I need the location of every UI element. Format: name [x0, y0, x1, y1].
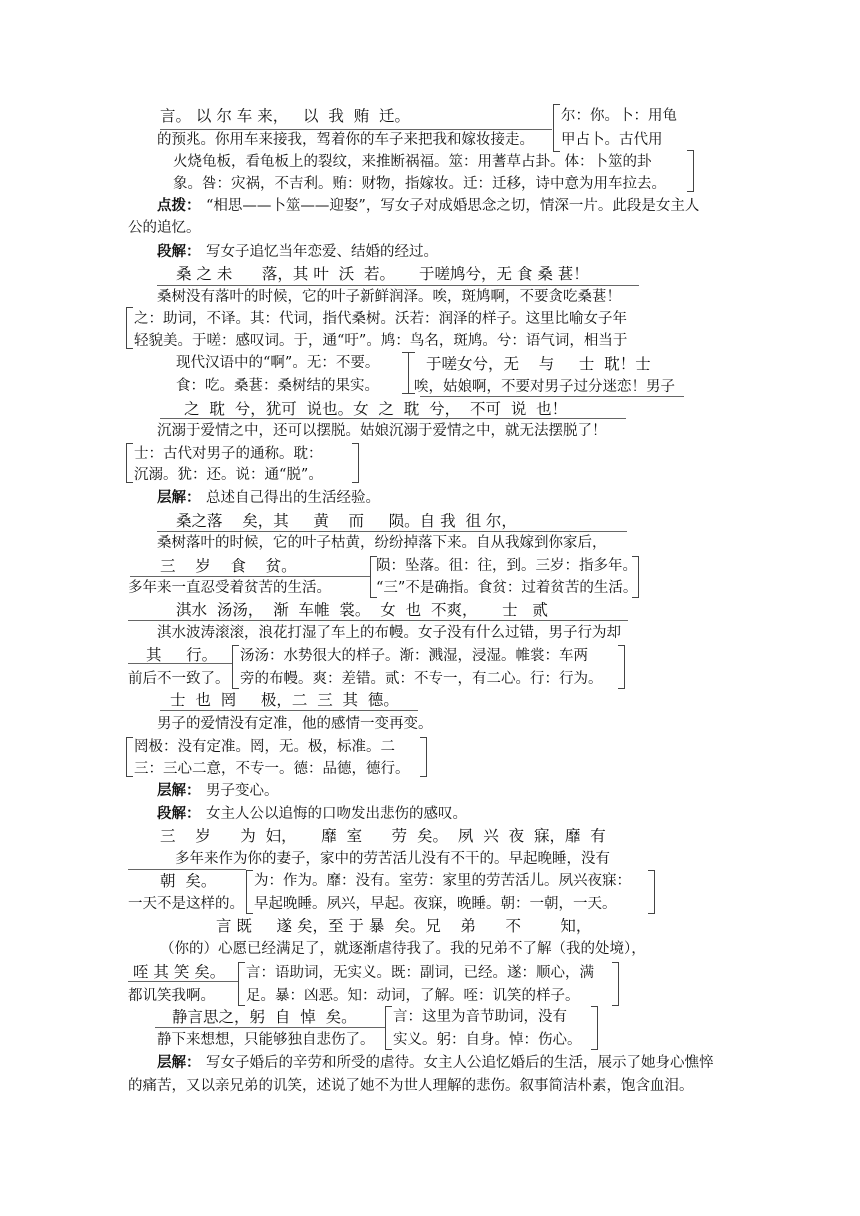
poem-line: 士 也 罔 极，二 三 其 德。 [170, 691, 399, 709]
translation-text: 多年来作为你的妻子，家中的劳苦活儿没有不干的。早起晚睡，没有 [175, 851, 610, 867]
text-underline [128, 869, 246, 870]
section-label: 段解： [157, 805, 201, 822]
note-text: 火烧龟板，看龟板上的裂纹，来推断祸福。筮：用蓍草占卦。体：卜筮的卦 [173, 154, 652, 170]
translation-text: 一天不是这样的。 [128, 896, 244, 912]
translation-text: 多年来一直忍受着贫苦的生活。 [128, 580, 331, 596]
note-text: 汤汤：水势很大的样子。渐：溅湿，浸湿。帷裳：车两 [240, 648, 588, 664]
translation-text: 静下来想想，只能够独自悲伤了。 [157, 1032, 375, 1048]
note-text: 甲占卜。古代用 [561, 132, 663, 148]
translation-text: （你的）心愿已经满足了，就逐渐虐待我了。我的兄弟不了解（我的处境）， [160, 941, 646, 957]
note-text: 旁的布幔。爽：差错。贰：不专一，有二心。行：行为。 [240, 671, 603, 687]
poem-line: 桑之落 矣，其 黄 而 陨。自 我 徂 尔， [176, 512, 517, 530]
layer-text: 男子变心。 [206, 783, 279, 799]
text-underline [128, 620, 628, 621]
note-bracket-right [352, 443, 359, 483]
note-bracket-left [246, 870, 253, 914]
note-bracket-right [612, 962, 619, 1006]
section-text: 女主人公以追悔的口吻发出悲伤的感叹。 [206, 806, 467, 822]
note-text: 实义。躬：自身。悼：伤心。 [393, 1032, 582, 1048]
translation-text: 都讥笑我啊。 [128, 988, 215, 1004]
note-text: 为：作为。靡：没有。室劳：家里的劳苦活儿。夙兴夜寐： [254, 873, 631, 889]
note-text: 言：这里为音节助词，没有 [393, 1009, 567, 1025]
note-bracket-left [126, 443, 133, 483]
note-text: 食：吃。桑葚：桑树结的果实。 [176, 378, 379, 394]
note-text: “三”不是确指。食贫：过着贫苦的生活。 [376, 580, 638, 596]
layer-label: 层解： [157, 1054, 201, 1071]
note-bracket-left [126, 307, 133, 349]
note-bracket-left [126, 737, 133, 777]
note-bracket-right [591, 1006, 598, 1050]
layer-text: 写女子婚后的辛劳和所受的虐待。女主人公追忆婚后的生活，展示了她身心憔悴 [206, 1055, 714, 1071]
note-text: 三：三心二意，不专一。德：品德，德行。 [134, 761, 410, 777]
poem-line: 三 岁 为 妇， 靡 室 劳 矣。 夙 兴 夜 寐，靡 有 [160, 827, 606, 845]
poem-line: 言 既 遂 矣，至 于 暴 矣。兄 弟 不 知， [216, 917, 592, 935]
translation-text: 桑树没有落叶的时候，它的叶子新鲜润泽。唉，斑鸠啊，不要贪吃桑葚！ [157, 289, 621, 305]
poem-line: 咥 其 笑 矣。 [133, 963, 226, 981]
layer-label: 层解： [157, 782, 201, 799]
note-text: 轻貌美。于嗟：感叹词。于，通“吁”。鸠：鸟名，斑鸠。兮：语气词，相当于 [134, 333, 628, 349]
translation-text: 前后不一致了。 [128, 671, 230, 687]
poem-line: 桑 之 未 落，其 叶 沃 若。 [176, 265, 396, 283]
poem-line: 其 行。 [146, 646, 218, 664]
layer-text: 总述自己得出的生活经验。 [206, 490, 380, 506]
poem-line: 言。 以 尔 车 来， 以 我 贿 迁。 [160, 107, 411, 125]
layer-label: 层解： [157, 489, 201, 506]
note-text: 之：助词，不译。其：代词，指代桑树。沃若：润泽的样子。这里比喻女子年 [134, 311, 627, 327]
note-bracket-left [232, 645, 239, 689]
poem-line: 静言思之，躬 自 悼 矣。 [172, 1008, 357, 1026]
note-text: 足。暴：凶恶。知：动词，了解。咥：讥笑的样子。 [246, 988, 580, 1004]
note-bracket-left [238, 962, 245, 1006]
translation-text: 唉，姑娘啊，不要对男子过分迷恋！男子 [414, 379, 675, 395]
section-label: 段解： [157, 243, 201, 260]
note-text: 尔：你。卜：用龟 [561, 108, 677, 124]
note-text: 士：古代对男子的通称。耽： [134, 446, 323, 462]
note-text: 沉溺。犹：还。说：通“脱”。 [134, 467, 323, 483]
translation-text: 沉溺于爱情之中，还可以摆脱。姑娘沉溺于爱情之中，就无法摆脱了！ [157, 423, 607, 439]
section-text: 写女子追忆当年恋爱、结婚的经过。 [206, 244, 438, 260]
poem-line: 淇水 汤汤， 渐 车帷 裳。 女 也 不爽， 士 贰 [176, 601, 548, 619]
tip-text: “相思——卜筮——迎娶”，写女子对成婚思念之切，情深一片。此段是女主人 [206, 198, 700, 214]
text-underline [130, 576, 370, 577]
translation-text: 的预兆。你用车来接我，驾着你的车子来把我和嫁妆接走。 [157, 132, 534, 148]
note-bracket-right [420, 737, 427, 777]
note-text: 罔极：没有定准。罔，无。极，标准。二 [134, 739, 395, 755]
translation-text: 淇水波涛滚滚，浪花打湿了车上的布幔。女子没有什么过错，男子行为却 [157, 625, 621, 641]
poem-line: 三 岁 食 贫。 [160, 557, 297, 575]
note-bracket-right [687, 150, 694, 192]
poem-line: 于嗟女兮，无 与 士 耽！士 [426, 355, 651, 373]
note-text: 现代汉语中的“啊”。无：不要。 [176, 355, 380, 371]
tip-label: 点拨： [157, 197, 201, 214]
text-underline [160, 710, 418, 711]
note-text: 象。咎：灾祸，不吉利。贿：财物，指嫁妆。迁：迁移，诗中意为用车拉去。 [173, 176, 666, 192]
note-bracket-right [618, 645, 625, 689]
layer-text: 的痛苦，又以亲兄弟的讥笑，述说了她不为世人理解的悲伤。叙事简洁朴素，饱含血泪。 [128, 1078, 694, 1094]
note-bracket-right [648, 870, 655, 914]
poem-line: 于嗟鸠兮，无 食 桑 葚！ [419, 265, 589, 283]
note-bracket-left [553, 104, 560, 152]
text-underline [157, 285, 639, 286]
note-text: 言：语助词，无实义。既：副词，已经。遂：顺心，满 [246, 965, 594, 981]
translation-text: 男子的爱情没有定准，他的感情一变再变。 [157, 716, 433, 732]
tip-text: 公的追忆。 [128, 220, 201, 236]
text-underline [157, 531, 627, 532]
note-bracket-left [385, 1006, 392, 1050]
note-text: 陨：坠落。徂：往，到。三岁：指多年。 [376, 558, 637, 574]
poem-line: 朝 矣。 [160, 872, 217, 890]
poem-line: 之 耽 兮，犹可 说也。女 之 耽 兮， 不可 说 也！ [184, 400, 568, 418]
translation-text: 桑树落叶的时候，它的叶子枯黄，纷纷掉落下来。自从我嫁到你家后， [157, 535, 607, 551]
note-text: 早起晚睡。夙兴，早起。夜寐，晚睡。朝：一朝，一天。 [254, 896, 617, 912]
text-underline [155, 1027, 385, 1028]
